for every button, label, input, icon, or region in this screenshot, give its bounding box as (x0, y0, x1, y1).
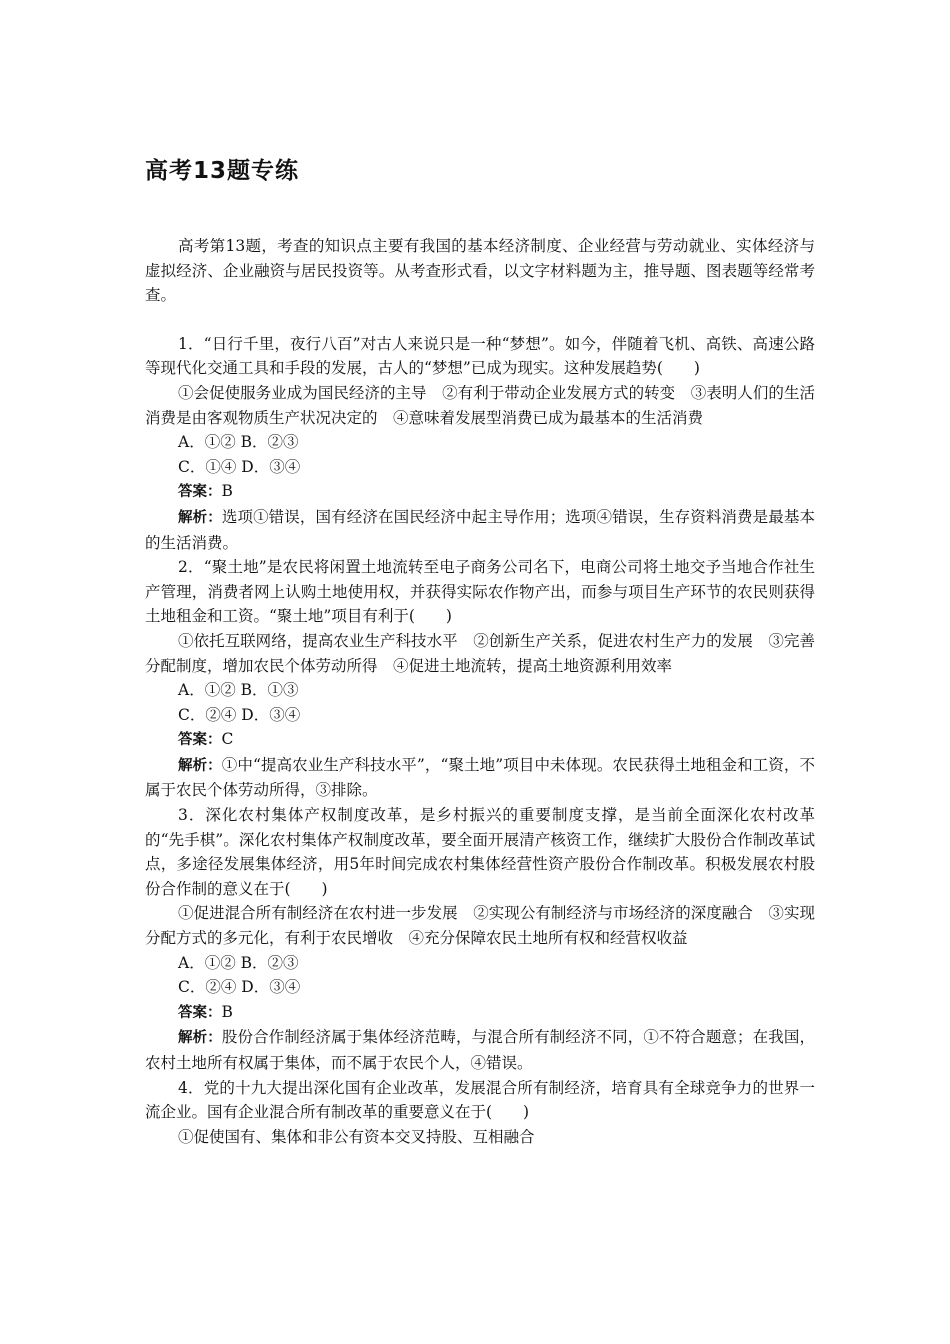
answer-value: B (221, 1002, 233, 1021)
question-3 (145, 803, 815, 1076)
question-statements: ①会促使服务业成为国民经济的主导 ②有利于带动企业发展方式的转变 ③表明人们的生活消费是由客观物质生产状况决定的 ④意味着发展型消费已成为最基本的生活消费 (145, 383, 815, 427)
question-1 (145, 332, 815, 555)
question-4 (145, 1076, 815, 1150)
analysis-text: 股份合作制经济属于集体经济范畴，与混合所有制经济不同，①不符合题意；在我国，农村土地所有权属于集体，而不属于农民个人，④错误。 (145, 1028, 815, 1072)
question-2 (145, 555, 815, 803)
answer-label: 答案： (178, 484, 222, 501)
analysis-text: ①中“提高农业生产科技水平”，“聚土地”项目中未体现。农民获得土地租金和工资，不属于农民个体劳动所得，③排除。 (145, 755, 816, 800)
option-line: C．①④ D．③④ (178, 457, 301, 476)
answer-value: C (221, 730, 234, 749)
option-line: A．①② B．②③ (178, 433, 299, 452)
answer-label: 答案： (178, 1004, 222, 1021)
answer-label: 答案： (178, 732, 222, 749)
question-stem: 1．“日行千里，夜行八百”对古人来说只是一种“梦想”。如今，伴随着飞机、高铁、高速公路等现代化交通工具和手段的发展，古人的“梦想”已成为现实。这种发展趋势( ) (145, 334, 815, 378)
analysis-label: 解析： (178, 757, 222, 774)
answer-line (145, 1000, 815, 1026)
question-statements: ①促使国有、集体和非公有资本交叉持股、互相融合 (178, 1127, 535, 1146)
option-line: A．①② B．②③ (178, 953, 299, 972)
option-line: C．②④ D．③④ (178, 978, 301, 997)
question-statements: ①依托互联网络，提高农业生产科技水平 ②创新生产关系，促进农村生产力的发展 ③完善分配制度，增加农民个体劳动所得 ④促进土地流转，提高土地资源利用效率 (145, 631, 815, 675)
analysis-line (145, 505, 815, 555)
option-line: A．①② B．①③ (178, 681, 299, 700)
answer-line (145, 479, 815, 505)
option-line: C．②④ D．③④ (178, 705, 301, 724)
intro-paragraph: 高考第13题，考查的知识点主要有我国的基本经济制度、企业经营与劳动就业、实体经济与虚拟经济、企业融资与居民投资等。从考查形式看，以文字材料题为主，推导题、图表题等经常考查。 (145, 237, 815, 305)
analysis-line (145, 1025, 815, 1075)
analysis-label: 解析： (178, 1030, 222, 1047)
question-stem: 3．深化农村集体产权制度改革，是乡村振兴的重要制度支撑，是当前全面深化农村改革的“先手棋”。深化农村集体产权制度改革，要全面开展清产核资工作，继续扩大股份合作制改革试点，多途径发展集体经济，用5年时间完成农村集体经营性资产股份合作制改革。积极发展农村股份合作制的意义在于( ) (145, 806, 815, 898)
question-stem: 4．党的十九大提出深化国有企业改革，发展混合所有制经济，培育具有全球竞争力的世界一流企业。国有企业混合所有制改革的重要意义在于( ) (145, 1078, 815, 1122)
analysis-line (145, 753, 815, 803)
answer-line (145, 727, 815, 753)
question-stem: 2．“聚土地”是农民将闲置土地流转至电子商务公司名下，电商公司将土地交予当地合作社生产管理，消费者网上认购土地使用权，并获得实际农作物产出，而参与项目生产环节的农民则获得土地租金和工资。“聚土地”项目有利于( ) (145, 558, 815, 626)
spacer (145, 308, 815, 332)
analysis-label: 解析： (178, 509, 222, 526)
document-body (145, 234, 815, 1149)
answer-value: B (221, 482, 233, 501)
analysis-text: 选项①错误，国有经济在国民经济中起主导作用；选项④错误，生存资料消费是最基本的生活消费。 (145, 507, 815, 552)
question-statements: ①促进混合所有制经济在农村进一步发展 ②实现公有制经济与市场经济的深度融合 ③实现分配方式的多元化，有利于农民增收 ④充分保障农民土地所有权和经营权收益 (145, 904, 815, 948)
page-title: 高考13题专练 (145, 158, 300, 184)
